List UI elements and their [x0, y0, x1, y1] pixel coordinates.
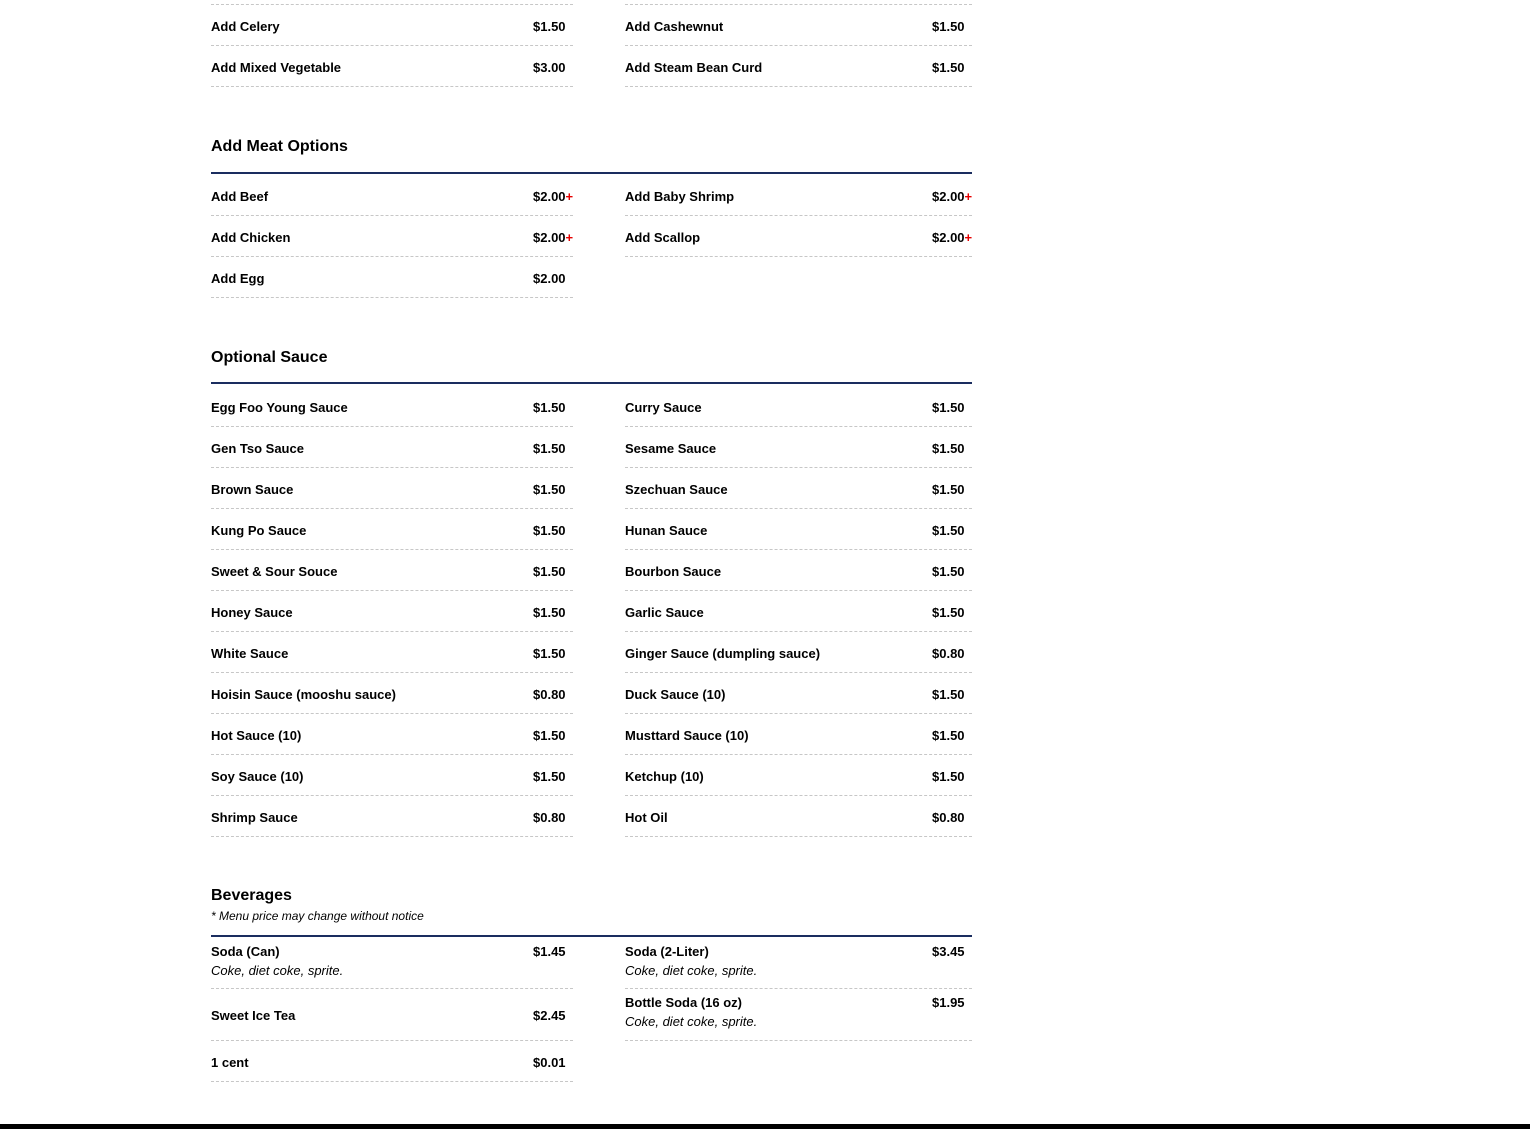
item-name: Add Egg: [211, 271, 265, 286]
item-price: $0.80: [533, 687, 566, 702]
item-name: Hot Oil: [625, 810, 668, 825]
item-price: $1.50: [932, 728, 965, 743]
item-name: Soy Sauce (10): [211, 769, 304, 784]
item-name: Add Scallop: [625, 230, 701, 245]
item-price: [932, 189, 972, 204]
item-price: $1.50: [932, 60, 965, 75]
menu-item[interactable]: [625, 509, 972, 550]
menu-item[interactable]: [625, 5, 972, 46]
item-name: Hunan Sauce: [625, 523, 708, 538]
item-name: Hot Sauce (10): [211, 728, 302, 743]
item-name: Sweet Ice Tea: [211, 1008, 296, 1023]
item-name: Add Cashewnut: [625, 19, 724, 34]
menu-item[interactable]: [625, 386, 972, 427]
item-name: Garlic Sauce: [625, 605, 704, 620]
menu-item[interactable]: [211, 989, 573, 1041]
item-price: $1.50: [533, 19, 566, 34]
item-price: $1.50: [533, 441, 566, 456]
item-name: Gen Tso Sauce: [211, 441, 304, 456]
item-name: White Sauce: [211, 646, 289, 661]
section-divider: [211, 172, 972, 174]
item-name: Add Baby Shrimp: [625, 189, 735, 204]
menu-item[interactable]: [211, 427, 573, 468]
menu-item[interactable]: [211, 46, 573, 87]
menu-item[interactable]: [211, 938, 573, 989]
item-price: $1.45: [533, 944, 566, 959]
item-description: Coke, diet coke, sprite.: [625, 1014, 758, 1029]
menu-item[interactable]: [625, 550, 972, 591]
menu-item[interactable]: [625, 216, 972, 257]
item-name: Bottle Soda (16 oz): [625, 995, 743, 1010]
item-price: $0.80: [932, 646, 965, 661]
item-price: $2.00: [533, 271, 566, 286]
item-name: Add Chicken: [211, 230, 291, 245]
menu-item[interactable]: [211, 632, 573, 673]
footer-bar: [0, 1124, 1530, 1129]
item-price: $1.50: [932, 564, 965, 579]
price-value: $2.00: [932, 230, 965, 245]
menu-item[interactable]: [625, 175, 972, 216]
item-name: Add Steam Bean Curd: [625, 60, 763, 75]
item-name: Sweet & Sour Souce: [211, 564, 338, 579]
menu-item[interactable]: [211, 257, 573, 298]
menu-item[interactable]: [625, 714, 972, 755]
price-value: $2.00: [533, 189, 566, 204]
item-name: Egg Foo Young Sauce: [211, 400, 348, 415]
menu-item[interactable]: [625, 989, 972, 1041]
extra-cost-indicator: +: [964, 230, 973, 245]
item-name: Curry Sauce: [625, 400, 702, 415]
item-name: Sesame Sauce: [625, 441, 717, 456]
item-price: $1.95: [932, 995, 965, 1010]
item-name: Duck Sauce (10): [625, 687, 726, 702]
item-price: $0.01: [533, 1055, 566, 1070]
menu-item[interactable]: [625, 938, 972, 989]
item-price: $1.50: [533, 564, 566, 579]
item-price: $1.50: [932, 482, 965, 497]
item-price: $1.50: [533, 769, 566, 784]
extra-cost-indicator: +: [565, 189, 574, 204]
menu-item[interactable]: [625, 632, 972, 673]
menu-item[interactable]: [625, 46, 972, 87]
menu-item[interactable]: [211, 5, 573, 46]
menu-item[interactable]: [211, 755, 573, 796]
menu-item[interactable]: [211, 175, 573, 216]
menu-item[interactable]: [625, 591, 972, 632]
item-price: $2.45: [533, 1008, 566, 1023]
menu-item[interactable]: [211, 550, 573, 591]
menu-item[interactable]: [211, 591, 573, 632]
item-name: Add Mixed Vegetable: [211, 60, 342, 75]
item-price: [932, 230, 972, 245]
item-name: Ketchup (10): [625, 769, 704, 784]
menu-item[interactable]: [211, 1041, 573, 1082]
item-name: Szechuan Sauce: [625, 482, 728, 497]
price-notice: * Menu price may change without notice: [211, 909, 424, 923]
section-title-meat: Add Meat Options: [211, 138, 348, 155]
item-price: $3.00: [533, 60, 566, 75]
item-name: 1 cent: [211, 1055, 249, 1070]
menu-item[interactable]: [625, 468, 972, 509]
item-name: Kung Po Sauce: [211, 523, 307, 538]
item-name: Musttard Sauce (10): [625, 728, 749, 743]
item-price: $1.50: [932, 769, 965, 784]
menu-item[interactable]: [625, 427, 972, 468]
item-price: $3.45: [932, 944, 965, 959]
item-name: Ginger Sauce (dumpling sauce): [625, 646, 821, 661]
item-name: Bourbon Sauce: [625, 564, 722, 579]
menu-item[interactable]: [211, 468, 573, 509]
item-price: $1.50: [533, 646, 566, 661]
section-title-sauce: Optional Sauce: [211, 349, 328, 366]
section-divider: [211, 382, 972, 384]
menu-item[interactable]: [211, 509, 573, 550]
item-name: Hoisin Sauce (mooshu sauce): [211, 687, 396, 702]
item-price: $0.80: [932, 810, 965, 825]
extra-cost-indicator: +: [565, 230, 574, 245]
item-price: $1.50: [932, 400, 965, 415]
item-price: $1.50: [533, 605, 566, 620]
item-price: $1.50: [533, 523, 566, 538]
menu-item[interactable]: [625, 755, 972, 796]
item-name: Soda (Can): [211, 944, 280, 959]
extra-cost-indicator: +: [964, 189, 973, 204]
item-price: [533, 189, 573, 204]
item-price: $1.50: [533, 728, 566, 743]
item-description: Coke, diet coke, sprite.: [625, 963, 758, 978]
item-price: $1.50: [932, 687, 965, 702]
item-price: [533, 230, 573, 245]
item-name: Honey Sauce: [211, 605, 293, 620]
item-name: Brown Sauce: [211, 482, 294, 497]
item-price: $1.50: [932, 605, 965, 620]
menu-item[interactable]: [625, 673, 972, 714]
item-price: $1.50: [533, 400, 566, 415]
item-price: $1.50: [932, 523, 965, 538]
menu-item[interactable]: [211, 796, 573, 837]
item-name: Add Beef: [211, 189, 269, 204]
item-name: Shrimp Sauce: [211, 810, 298, 825]
menu-item[interactable]: [211, 673, 573, 714]
item-name: Soda (2-Liter): [625, 944, 709, 959]
item-price: $1.50: [533, 482, 566, 497]
item-description: Coke, diet coke, sprite.: [211, 963, 344, 978]
item-price: $1.50: [932, 441, 965, 456]
section-title-beverages: Beverages: [211, 887, 292, 904]
menu-item[interactable]: [211, 386, 573, 427]
item-price: $1.50: [932, 19, 965, 34]
menu-item[interactable]: [211, 714, 573, 755]
section-divider: [211, 935, 972, 937]
item-price: $0.80: [533, 810, 566, 825]
price-value: $2.00: [932, 189, 965, 204]
menu-item[interactable]: [625, 796, 972, 837]
price-value: $2.00: [533, 230, 566, 245]
item-name: Add Celery: [211, 19, 280, 34]
menu-item[interactable]: [211, 216, 573, 257]
